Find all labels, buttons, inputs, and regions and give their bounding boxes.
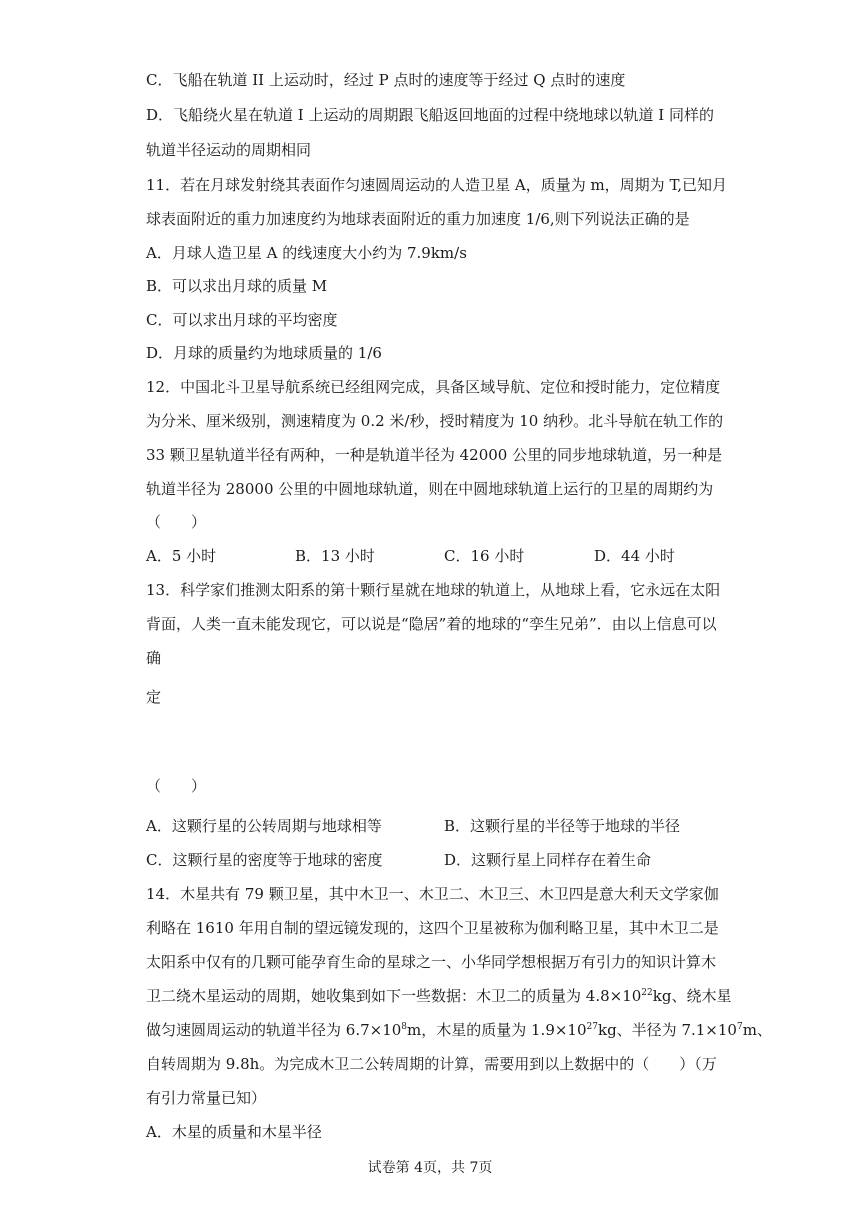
q14-stem-line5 bbox=[146, 1020, 772, 1040]
q14-line5-tail: m、 bbox=[742, 1021, 772, 1039]
q14-line5-exp3: 7 bbox=[736, 1022, 743, 1032]
q12-option-d: D．44 小时 bbox=[594, 547, 675, 565]
q13-stem-line4: 定 bbox=[146, 688, 162, 706]
q12-answer-blank: （ ） bbox=[146, 513, 207, 531]
q13-option-a: A．这颗行星的公转周期与地球相等 bbox=[146, 817, 382, 835]
q13-stem-line2: 背面，人类一直未能发现它，可以说是“隐居”着的地球的“孪生兄弟”．由以上信息可以 bbox=[146, 615, 717, 633]
q11-stem-line1: 11．若在月球发射绕其表面作匀速圆周运动的人造卫星 A，质量为 m，周期为 T,已知月 bbox=[146, 176, 728, 194]
q14-line5-exp2: 27 bbox=[586, 1022, 598, 1032]
q14-stem-line4 bbox=[146, 986, 731, 1006]
q14-stem-line7: 有引力常量已知） bbox=[146, 1089, 267, 1107]
q14-line4-exponent: 22 bbox=[641, 988, 653, 998]
q12-stem-line1: 12．中国北斗卫星导航系统已经组网完成，具备区域导航、定位和授时能力，定位精度 bbox=[146, 378, 721, 396]
q14-line5-text: 做匀速圆周运动的轨道半径为 6.7×10 bbox=[146, 1021, 402, 1039]
q13-option-d: D．这颗行星上同样存在着生命 bbox=[444, 851, 652, 869]
q11-option-b: B．可以求出月球的质量 M bbox=[146, 277, 328, 295]
q11-option-a: A．月球人造卫星 A 的线速度大小约为 7.9km/s bbox=[146, 244, 467, 262]
q10-option-c: C．飞船在轨道 II 上运动时，经过 P 点时的速度等于经过 Q 点时的速度 bbox=[146, 71, 626, 89]
q13-option-b: B．这颗行星的半径等于地球的半径 bbox=[444, 817, 681, 835]
q11-option-c: C．可以求出月球的平均密度 bbox=[146, 311, 338, 329]
q12-option-c: C．16 小时 bbox=[444, 547, 525, 565]
q14-stem-line6: 自转周期为 9.8h。为完成木卫二公转周期的计算，需要用到以上数据中的（ ）（万 bbox=[146, 1055, 717, 1073]
q14-line5-exp1: 8 bbox=[401, 1022, 408, 1032]
q13-stem-line3: 确 bbox=[146, 649, 162, 667]
q12-option-a: A．5 小时 bbox=[146, 547, 217, 565]
q13-answer-blank: （ ） bbox=[146, 777, 207, 795]
q12-stem-line4: 轨道半径为 28000 公里的中圆地球轨道，则在中圆地球轨道上运行的卫星的周期约为 bbox=[146, 480, 714, 498]
q14-option-a: A．木星的质量和木星半径 bbox=[146, 1123, 322, 1141]
page-footer: 试卷第 4页，共 7页 bbox=[367, 1160, 493, 1176]
q14-line5-mid2: kg、半径为 7.1×10 bbox=[597, 1021, 737, 1039]
q13-option-c: C．这颗行星的密度等于地球的密度 bbox=[146, 851, 383, 869]
q14-stem-line1: 14．木星共有 79 颗卫星，其中木卫一、木卫二、木卫三、木卫四是意大利天文学家伽 bbox=[146, 885, 719, 903]
q10-option-d-cont: 轨道半径运动的周期相同 bbox=[146, 141, 312, 159]
q14-line4-text: 卫二绕木星运动的周期，她收集到如下一些数据：木卫二的质量为 4.8×10 bbox=[146, 987, 642, 1005]
q14-line5-mid: m，木星的质量为 1.9×10 bbox=[407, 1021, 587, 1039]
q11-stem-line2: 球表面附近的重力加速度约为地球表面附近的重力加速度 1/6,则下列说法正确的是 bbox=[146, 210, 690, 228]
q11-option-d: D．月球的质量约为地球质量的 1/6 bbox=[146, 344, 382, 362]
q12-option-b: B．13 小时 bbox=[295, 547, 375, 565]
q12-stem-line3: 33 颗卫星轨道半径有两种，一种是轨道半径为 42000 公里的同步地球轨道，另一种是 bbox=[146, 446, 723, 464]
q14-line4-tail: kg、绕木星 bbox=[652, 987, 732, 1005]
q14-stem-line2: 利略在 1610 年用自制的望远镜发现的，这四个卫星被称为伽利略卫星，其中木卫二是 bbox=[146, 919, 719, 937]
q12-stem-line2: 为分米、厘米级别，测速精度为 0.2 米/秒，授时精度为 10 纳秒。北斗导航在轨工作的 bbox=[146, 412, 724, 430]
q10-option-d: D．飞船绕火星在轨道 I 上运动的周期跟飞船返回地面的过程中绕地球以轨道 I 同样的 bbox=[146, 106, 714, 124]
q14-stem-line3: 太阳系中仅有的几颗可能孕育生命的星球之一、小华同学想根据万有引力的知识计算木 bbox=[146, 953, 717, 971]
q13-stem-line1: 13．科学家们推测太阳系的第十颗行星就在地球的轨道上，从地球上看，它永远在太阳 bbox=[146, 581, 721, 599]
